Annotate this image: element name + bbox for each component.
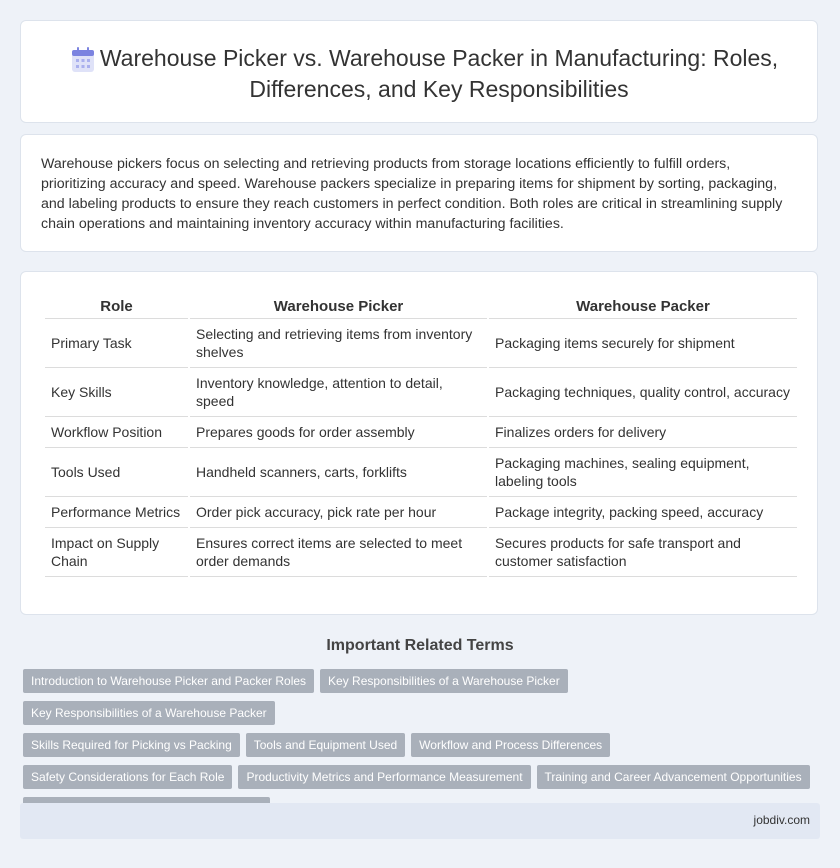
picker-cell: Selecting and retrieving items from inventory shelves <box>190 319 487 368</box>
picker-cell: Prepares goods for order assembly <box>190 417 487 448</box>
row-label: Tools Used <box>45 448 188 497</box>
related-terms-title: Important Related Terms <box>326 637 514 654</box>
row-label: Performance Metrics <box>45 497 188 528</box>
header-picker: Warehouse Picker <box>190 286 487 319</box>
related-term-link[interactable]: Introduction to Warehouse Picker and Packer Roles <box>23 669 314 693</box>
comparison-table <box>43 286 799 577</box>
related-term-link[interactable]: Skills Required for Picking vs Packing <box>23 733 240 757</box>
related-term-link[interactable]: Key Responsibilities of a Warehouse Packer <box>23 701 275 725</box>
table-header-row <box>45 286 797 319</box>
row-label: Primary Task <box>45 319 188 368</box>
picker-cell: Ensures correct items are selected to meet order demands <box>190 528 487 577</box>
calendar-icon <box>71 47 95 73</box>
intro-card <box>20 134 818 252</box>
row-label: Workflow Position <box>45 417 188 448</box>
footer <box>20 803 820 839</box>
row-label: Impact on Supply Chain <box>45 528 188 577</box>
table-row <box>45 417 797 448</box>
picker-cell: Handheld scanners, carts, forklifts <box>190 448 487 497</box>
picker-cell: Inventory knowledge, attention to detail, speed <box>190 368 487 417</box>
row-label: Key Skills <box>45 368 188 417</box>
related-term-link[interactable]: Productivity Metrics and Performance Measurement <box>238 765 530 789</box>
picker-cell: Order pick accuracy, pick rate per hour <box>190 497 487 528</box>
header-card <box>20 20 818 123</box>
packer-cell: Packaging machines, sealing equipment, labeling tools <box>489 448 797 497</box>
related-term-link[interactable]: Workflow and Process Differences <box>411 733 610 757</box>
header-packer: Warehouse Packer <box>489 286 797 319</box>
packer-cell: Package integrity, packing speed, accuracy <box>489 497 797 528</box>
table-row <box>45 528 797 577</box>
related-term-link[interactable]: Tools and Equipment Used <box>246 733 405 757</box>
table-row <box>45 497 797 528</box>
packer-cell: Secures products for safe transport and customer satisfaction <box>489 528 797 577</box>
comparison-card <box>20 271 818 615</box>
header-role: Role <box>45 286 188 319</box>
intro-text: Warehouse pickers focus on selecting and retrieving products from storage locations efficiently to fulfill orders, prioritizing accuracy and speed. Warehouse packers specialize in preparing items for shipment by sorting, packaging, and labeling products to ensure they reach customers in perfect condition. Both roles are critical in streamlining supply chain operations and maintaining inventory accuracy within manufacturing facilities. <box>41 156 783 232</box>
packer-cell: Finalizes orders for delivery <box>489 417 797 448</box>
related-term-link[interactable]: Training and Career Advancement Opportunities <box>537 765 810 789</box>
title-wrap <box>61 43 797 105</box>
table-row <box>45 319 797 368</box>
table-row <box>45 448 797 497</box>
table-row <box>45 368 797 417</box>
related-term-link[interactable]: Safety Considerations for Each Role <box>23 765 232 789</box>
packer-cell: Packaging techniques, quality control, accuracy <box>489 368 797 417</box>
packer-cell: Packaging items securely for shipment <box>489 319 797 368</box>
page-title: Warehouse Picker vs. Warehouse Packer in Manufacturing: Roles, Differences, and Key Responsibilities <box>99 45 779 102</box>
footer-site-link[interactable]: jobdiv.com <box>753 813 810 827</box>
related-term-link[interactable]: Key Responsibilities of a Warehouse Picker <box>320 669 568 693</box>
